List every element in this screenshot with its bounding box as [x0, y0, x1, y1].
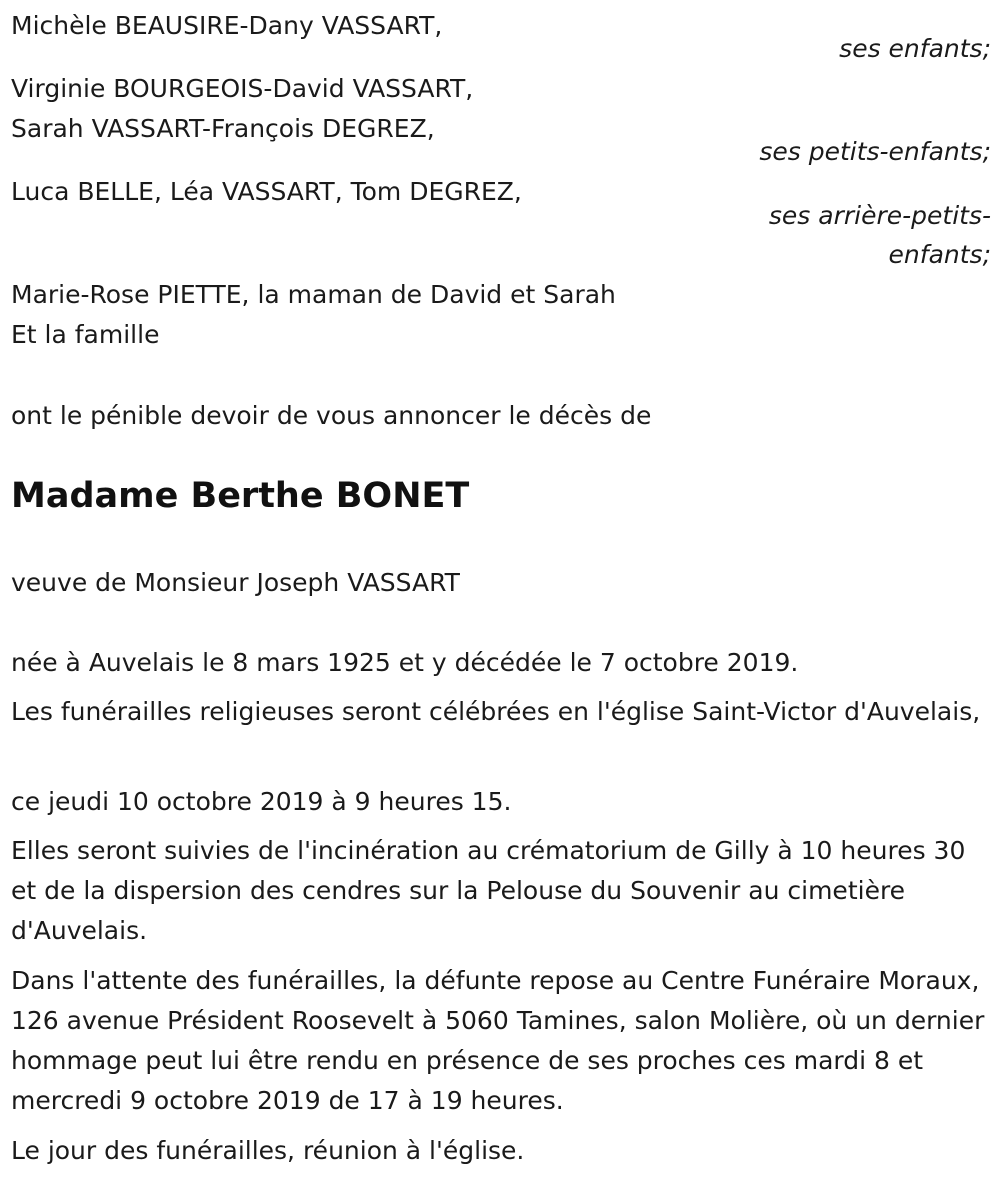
meeting-info: Le jour des funérailles, réunion à l'église.: [11, 1136, 525, 1165]
great-grandchildren-role-2: enfants;: [888, 240, 991, 269]
great-grandchildren-role-1: ses arrière-petits-: [768, 201, 991, 230]
visitation-info: Dans l'attente des funérailles, la défunte repose au Centre Funéraire Moraux, 126 avenue Président Roosevelt à 5060 Tamines, salon Molière, où un dernier hommage peut lui être rendu en présence de ses proches ces mardi 8 et mercredi 9 octobre 2019 de 17 à 19 heures.: [11, 966, 985, 1115]
funeral-info: Les funérailles religieuses seront célébrées en l'église Saint-Victor d'Auvelais,: [11, 697, 981, 726]
children-names: Michèle BEAUSIRE-Dany VASSART,: [11, 11, 443, 40]
deceased-name: Madame Berthe BONET: [11, 476, 470, 516]
announcement: ont le pénible devoir de vous annoncer le décès de: [11, 401, 652, 430]
birth-death: née à Auvelais le 8 mars 1925 et y décédée le 7 octobre 2019.: [11, 648, 799, 677]
grandchildren-role: ses petits-enfants;: [759, 137, 991, 166]
and-family: Et la famille: [11, 320, 160, 349]
grandchildren-names-2: Sarah VASSART-François DEGREZ,: [11, 114, 435, 143]
funeral-date: ce jeudi 10 octobre 2019 à 9 heures 15.: [11, 787, 512, 816]
grandchildren-names-1: Virginie BOURGEOIS-David VASSART,: [11, 74, 474, 103]
great-grandchildren-names: Luca BELLE, Léa VASSART, Tom DEGREZ,: [11, 177, 522, 206]
children-role: ses enfants;: [839, 34, 991, 63]
other-relative: Marie-Rose PIETTE, la maman de David et Sarah: [11, 280, 616, 309]
cremation-info: Elles seront suivies de l'incinération au crématorium de Gilly à 10 heures 30 et de la dispersion des cendres sur la Pelouse du Souvenir au cimetière d'Auvelais.: [11, 836, 966, 945]
widow-of: veuve de Monsieur Joseph VASSART: [11, 568, 460, 597]
